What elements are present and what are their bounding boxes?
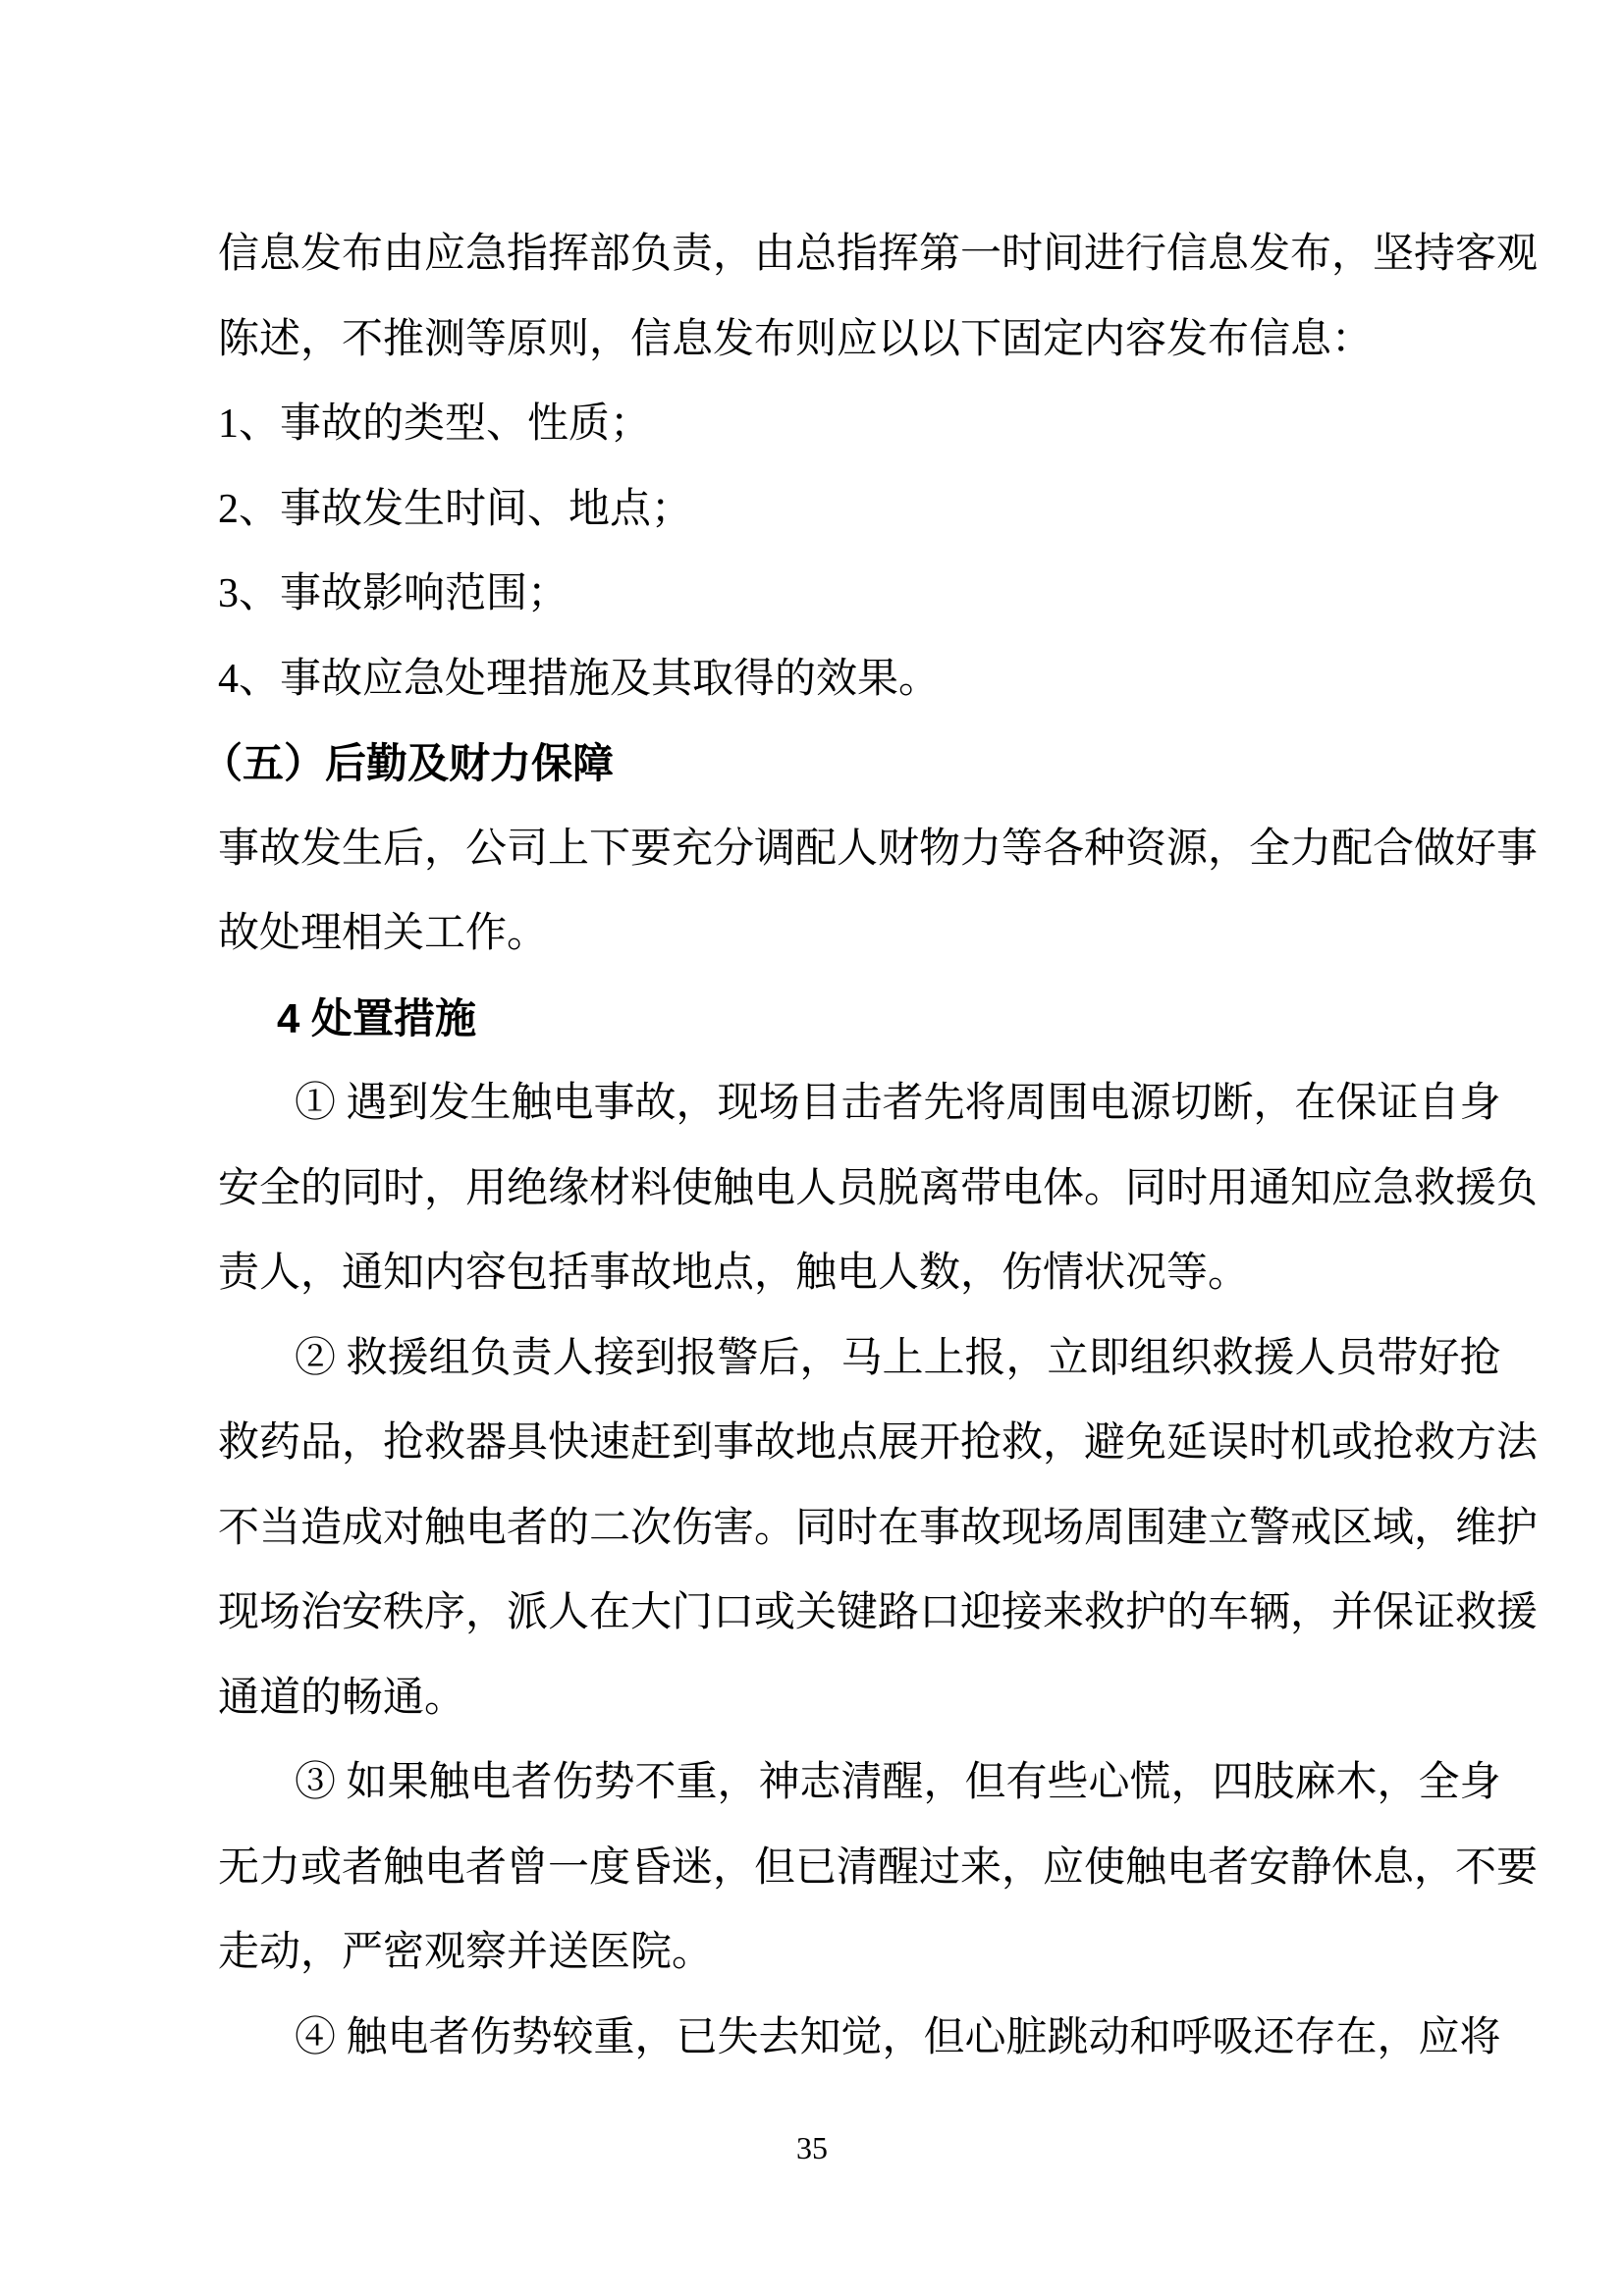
list-item-1: 1、事故的类型、性质； xyxy=(218,401,652,447)
text-line: 故处理相关工作。 xyxy=(218,911,549,956)
list-item-4: 4、事故应急处理措施及其取得的效果。 xyxy=(218,656,941,702)
text-line: 信息发布由应急指挥部负责，由总指挥第一时间进行信息发布，坚持客观 xyxy=(218,232,1539,277)
text-line: 责人，通知内容包括事故地点，触电人数，伤情状况等。 xyxy=(218,1251,1250,1296)
list-item-3: 3、事故影响范围； xyxy=(218,571,569,616)
text-line: 无力或者触电者曾一度昏迷，但已清醒过来，应使触电者安静休息，不要 xyxy=(218,1844,1539,1891)
section-heading-logistics: （五）后勤及财力保障 xyxy=(201,740,615,786)
text-line: 通道的畅通。 xyxy=(218,1675,466,1721)
measure-item-2: ② 救援组负责人接到报警后，马上上报，立即组织救援人员带好抢 xyxy=(295,1335,1501,1381)
list-item-2: 2、事故发生时间、地点； xyxy=(218,486,693,532)
text-line: 走动，严密观察并送医院。 xyxy=(218,1930,714,1975)
text-line: 救药品，抢救器具快速赶到事故地点展开抢救，避免延误时机或抢救方法 xyxy=(218,1420,1539,1466)
text-line: 安全的同时，用绝缘材料使触电人员脱离带电体。同时用通知应急救援负 xyxy=(218,1165,1539,1211)
text-line: 现场治安秩序，派人在大门口或关键路口迎接来救护的车辆，并保证救援 xyxy=(218,1590,1539,1635)
measure-item-1: ① 遇到发生触电事故，现场目击者先将周围电源切断，在保证自身 xyxy=(295,1081,1501,1126)
text-line: 不当造成对触电者的二次伤害。同时在事故现场周围建立警戒区域，维护 xyxy=(218,1505,1539,1551)
page-number: 35 xyxy=(796,2130,828,2165)
text-line: 事故发生后，公司上下要充分调配人财物力等各种资源，全力配合做好事 xyxy=(218,826,1539,872)
document-body xyxy=(201,212,1539,2080)
text-line: 陈述，不推测等原则，信息发布则应以以下固定内容发布信息： xyxy=(218,316,1374,362)
measure-item-3: ③ 如果触电者伤势不重，神志清醒，但有些心慌，四肢麻木，全身 xyxy=(295,1760,1501,1805)
section-heading-measures: 4 处置措施 xyxy=(277,994,477,1041)
measure-item-4: ④ 触电者伤势较重，已失去知觉，但心脏跳动和呼吸还存在，应将 xyxy=(295,2014,1501,2060)
